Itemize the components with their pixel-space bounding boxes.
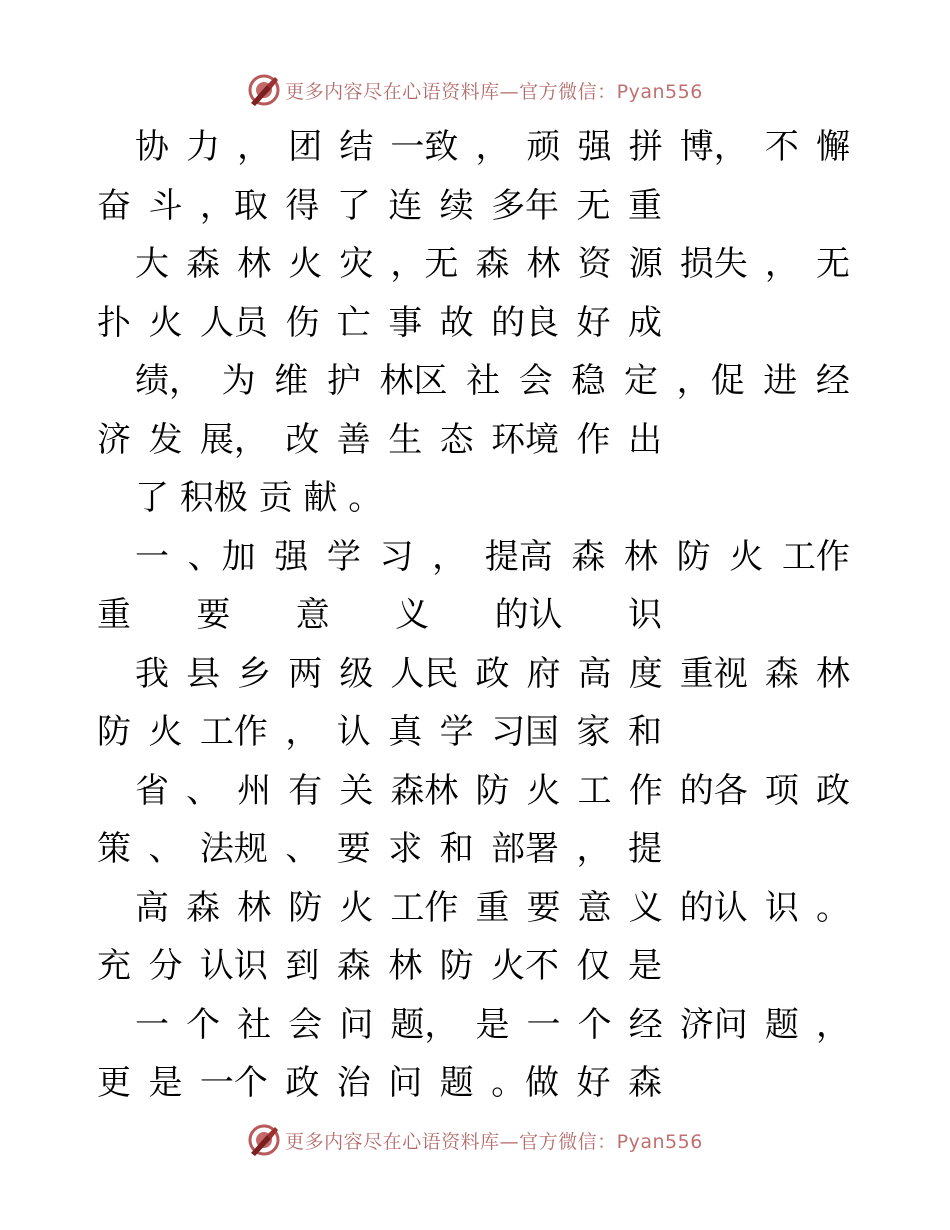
text-token: 故 — [439, 302, 474, 343]
text-token: 县 — [186, 653, 221, 694]
text-token: 重 — [627, 185, 662, 226]
text-token: 得 — [285, 185, 320, 226]
text-token: 题 — [764, 1004, 799, 1045]
text-token: 度 — [628, 653, 663, 694]
text-token: ， — [475, 127, 510, 167]
text-line — [135, 645, 850, 703]
text-token: 级 — [339, 653, 374, 694]
text-token: 一 — [135, 536, 169, 577]
text-token: 林 — [388, 946, 423, 986]
text-token: 火不 — [491, 946, 560, 986]
watermark-label: 更多内容尽在心语资料库—官方微信： — [285, 1130, 617, 1153]
text-token: 提高 — [484, 536, 553, 577]
text-token: 防 — [439, 946, 474, 986]
text-token: 了 — [336, 185, 371, 226]
text-token: 习 — [379, 536, 414, 577]
text-token: 工作 — [199, 712, 268, 752]
text-token: 森林 — [390, 770, 459, 811]
text-token: 改 — [285, 419, 320, 460]
text-token: 无 — [576, 185, 611, 226]
text-token: 损失 — [679, 244, 748, 284]
text-token: 政 — [815, 770, 850, 811]
text-token: 森 — [627, 1063, 662, 1103]
text-token: 不 — [764, 127, 799, 167]
text-token: ，促 — [676, 361, 745, 401]
text-token: 斗 — [148, 185, 183, 226]
text-token: 伤 — [285, 302, 320, 343]
text-token: 林区 — [379, 361, 448, 401]
text-token: 源 — [628, 244, 663, 284]
text-token: 习国 — [491, 712, 560, 752]
text-token: 经 — [815, 361, 850, 401]
text-token: 一个 — [199, 1063, 268, 1103]
text-token: 发 — [148, 419, 183, 460]
text-token: 学 — [326, 536, 361, 577]
text-token: 一 — [135, 1004, 169, 1045]
text-token: 法规 — [199, 829, 268, 869]
text-token: 关 — [339, 770, 374, 811]
text-token: ， — [815, 1004, 850, 1045]
text-token: 高 — [577, 653, 612, 694]
text-token: 社 — [237, 1004, 272, 1045]
text-token: 到 — [285, 946, 320, 986]
text-token: 作 — [628, 770, 663, 811]
text-token: 工作 — [781, 536, 850, 577]
text-token: 结 — [339, 127, 374, 167]
text-token: 林 — [237, 887, 272, 928]
text-token: ， — [237, 127, 272, 167]
text-token: 续 — [439, 185, 474, 226]
text-token: 问 — [339, 1004, 374, 1045]
text-token: 防 — [97, 712, 131, 752]
text-token: 认识 — [199, 946, 268, 986]
text-token: 、 — [285, 829, 320, 869]
text-token: 一致 — [390, 127, 459, 167]
text-token: 森 — [764, 653, 799, 694]
text-token: 环境 — [491, 419, 560, 460]
text-token: 意 — [577, 887, 612, 928]
text-token: 火 — [148, 302, 183, 343]
text-token: 火 — [339, 887, 374, 928]
text-token: 的认 — [679, 887, 748, 928]
text-token: 更 — [97, 1063, 131, 1103]
text-token: 防 — [475, 770, 510, 811]
watermark-handle: Pyan556 — [616, 1130, 703, 1153]
text-token: 充 — [97, 946, 131, 986]
text-token: 家 — [576, 712, 611, 752]
text-token: 是 — [627, 946, 662, 986]
text-token: 、 — [148, 829, 183, 869]
text-token: 一 — [526, 1004, 561, 1045]
header-watermark — [0, 70, 950, 110]
watermark-handle: Pyan556 — [616, 80, 703, 103]
text-token: 社 — [466, 361, 501, 401]
text-token: 强 — [577, 127, 612, 167]
text-token: 求 — [388, 829, 423, 869]
text-token: 工 — [577, 770, 612, 811]
text-token: 防 — [676, 536, 711, 577]
text-token: 提 — [627, 829, 662, 869]
text-token: 林 — [815, 653, 850, 694]
footer-watermark — [0, 1120, 950, 1160]
text-token: 济 — [97, 419, 131, 460]
text-token: 和 — [627, 712, 662, 752]
text-token: 治 — [336, 1063, 371, 1103]
text-token: 林 — [237, 244, 272, 284]
text-token: 生 — [388, 419, 423, 460]
text-line — [135, 996, 850, 1054]
text-token: 高 — [135, 887, 169, 928]
text-token: 要 — [196, 595, 231, 635]
text-line — [135, 528, 850, 586]
text-token: 策 — [97, 829, 131, 869]
text-token: 义 — [628, 887, 663, 928]
text-token: 维 — [274, 361, 309, 401]
text-token: 展， — [199, 419, 268, 460]
text-token: 出 — [627, 419, 662, 460]
text-token: 森 — [186, 244, 221, 284]
text-token: 工作 — [390, 887, 459, 928]
text-token: 态 — [439, 419, 474, 460]
text-token: 火 — [526, 770, 561, 811]
text-token: 。做 — [491, 1063, 560, 1103]
text-token: 要 — [526, 887, 561, 928]
text-line — [97, 1054, 662, 1112]
text-token: 经 — [628, 1004, 663, 1045]
text-line — [97, 411, 662, 469]
text-token: 林 — [624, 536, 658, 577]
text-token: 义 — [395, 595, 430, 635]
text-token: 进 — [763, 361, 798, 401]
text-token: 奋 — [97, 185, 131, 226]
text-token: 灾 — [339, 244, 374, 284]
text-token: 重 — [475, 887, 510, 928]
text-token: 我 — [135, 653, 169, 694]
text-token: 扑 — [97, 302, 131, 343]
text-token: 真 — [388, 712, 423, 752]
text-line — [97, 703, 662, 761]
text-token: 懈 — [815, 127, 850, 167]
text-token: 学 — [439, 712, 474, 752]
text-token: 政 — [285, 1063, 320, 1103]
watermark-text — [285, 77, 703, 104]
text-token: 个 — [577, 1004, 612, 1045]
text-line — [97, 820, 662, 878]
text-token: 会 — [288, 1004, 323, 1045]
watermark-label: 更多内容尽在心语资料库—官方微信： — [285, 80, 617, 103]
text-token: 协 — [135, 127, 169, 167]
text-token: 乡 — [237, 653, 272, 694]
text-token: 会 — [518, 361, 553, 401]
text-token: 人民 — [390, 653, 459, 694]
text-token: 顽 — [526, 127, 561, 167]
text-token: 连 — [388, 185, 423, 226]
text-token: 有 — [288, 770, 323, 811]
text-token: 森 — [336, 946, 371, 986]
text-line — [135, 879, 850, 937]
text-token: 州 — [237, 770, 272, 811]
text-token: 、 — [186, 770, 221, 811]
text-token: 题 — [439, 1063, 474, 1103]
text-token: 两 — [288, 653, 323, 694]
text-token: 个 — [186, 1004, 221, 1045]
text-line — [97, 294, 662, 352]
text-token: 好 — [576, 302, 611, 343]
text-token: 绩， — [135, 361, 203, 401]
text-line — [97, 177, 662, 235]
text-token: 成 — [627, 302, 662, 343]
text-token: 识 — [627, 595, 662, 635]
text-token: 资 — [577, 244, 612, 284]
text-line — [135, 118, 850, 176]
text-token: 、加 — [187, 536, 256, 577]
text-token: 无 — [815, 244, 850, 284]
text-token: 多年 — [491, 185, 560, 226]
text-token: 好 — [576, 1063, 611, 1103]
text-token: 府 — [526, 653, 561, 694]
text-token: ， — [432, 536, 467, 577]
pen-logo-icon — [247, 73, 281, 107]
text-token: 重视 — [679, 653, 748, 694]
text-token: 林 — [526, 244, 561, 284]
text-token: 认 — [336, 712, 371, 752]
text-token: 博， — [679, 127, 748, 167]
text-line — [97, 937, 662, 995]
text-token: 问 — [388, 1063, 423, 1103]
pen-logo-icon — [247, 1123, 281, 1157]
text-token: 团 — [288, 127, 323, 167]
text-token: ，取 — [199, 185, 268, 226]
text-token: 要 — [336, 829, 371, 869]
text-token: 的认 — [494, 595, 563, 635]
text-token: 的各 — [679, 770, 748, 811]
text-token: ， — [764, 244, 799, 284]
text-token: 是 — [148, 1063, 183, 1103]
text-line — [135, 762, 850, 820]
text-token: 护 — [326, 361, 361, 401]
text-token: 亡 — [336, 302, 371, 343]
text-line — [135, 352, 850, 410]
text-token: ， — [285, 712, 320, 752]
text-token: 定 — [624, 361, 658, 401]
text-token: 强 — [274, 536, 309, 577]
text-token: 济问 — [679, 1004, 748, 1045]
text-token: 森 — [186, 887, 221, 928]
text-token: 分 — [148, 946, 183, 986]
text-token: 力 — [186, 127, 221, 167]
text-token: 。 — [815, 887, 850, 928]
text-token: 省 — [135, 770, 169, 811]
text-token: 为 — [221, 361, 256, 401]
text-token: 火 — [288, 244, 323, 284]
text-line — [135, 235, 850, 293]
text-token: ，无 — [390, 244, 459, 284]
text-token: 森 — [571, 536, 606, 577]
text-line — [97, 586, 662, 644]
text-token: 意 — [295, 595, 330, 635]
text-token: 和 — [439, 829, 474, 869]
text-token: 拼 — [628, 127, 663, 167]
text-token: 大 — [135, 244, 169, 284]
text-token: 部署 — [491, 829, 560, 869]
text-token: 识 — [764, 887, 799, 928]
text-token: 项 — [764, 770, 799, 811]
text-token: 重 — [97, 595, 131, 635]
text-token: 人员 — [199, 302, 268, 343]
text-token: ， — [576, 829, 611, 869]
text-token: 作 — [576, 419, 611, 460]
text-token: 政 — [475, 653, 510, 694]
text-token: 火 — [729, 536, 764, 577]
text-line: 了 积极 贡 献 。 — [135, 478, 383, 518]
text-token: 仅 — [576, 946, 611, 986]
text-token: 火 — [148, 712, 183, 752]
text-token: 题， — [390, 1004, 459, 1045]
text-token: 是 — [475, 1004, 510, 1045]
text-token: 善 — [336, 419, 371, 460]
text-token: 防 — [288, 887, 323, 928]
text-token: 稳 — [571, 361, 606, 401]
text-token: 森 — [475, 244, 510, 284]
text-token: 事 — [388, 302, 423, 343]
text-token: 的良 — [491, 302, 560, 343]
watermark-text — [285, 1127, 703, 1154]
